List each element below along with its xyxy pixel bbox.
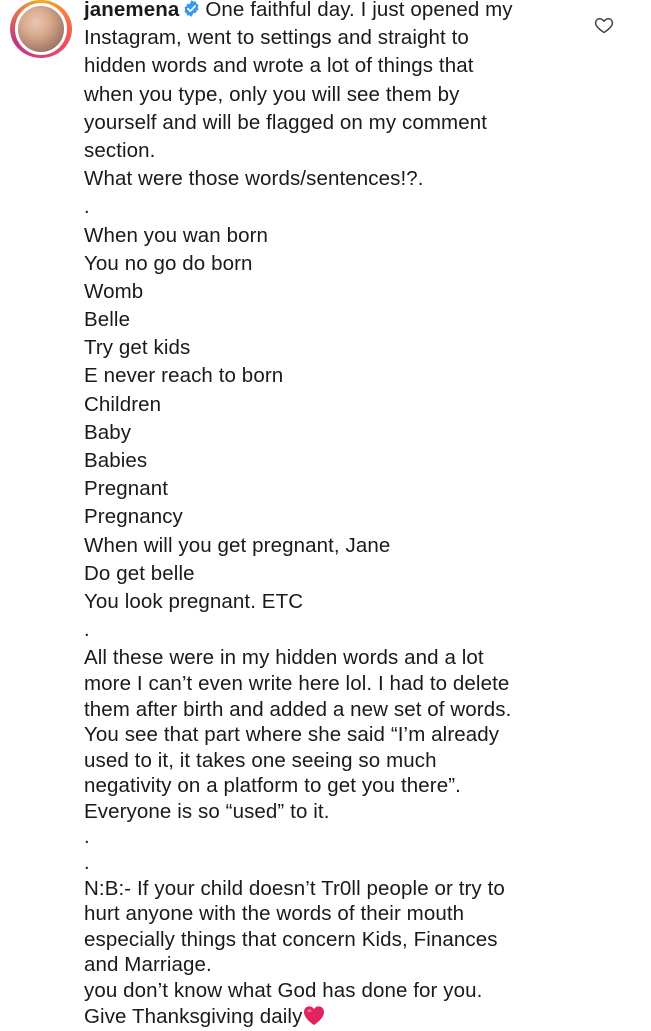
comment-line: . [84, 826, 90, 849]
comment-line [84, 0, 564, 24]
username[interactable]: janemena [84, 0, 180, 21]
comment-line: You see that part where she said “I’m already [84, 723, 500, 747]
comment-line: You look pregnant. ETC [84, 589, 304, 613]
like-heart-icon[interactable] [594, 15, 614, 35]
comment-line: yourself and will be flagged on my comment [84, 110, 488, 134]
comment-line: and Marriage. [84, 953, 212, 977]
comment-line: Pregnancy [84, 505, 183, 529]
comment-line: especially things that concern Kids, Finances [84, 927, 498, 951]
comment-line: Do get belle [84, 561, 195, 585]
comment-line: Try get kids [84, 336, 191, 360]
comment-line: Everyone is so “used” to it. [84, 799, 330, 823]
comment-line: when you type, only you will see them by [84, 82, 460, 106]
red-heart-emoji-icon [302, 1005, 326, 1026]
comment-line: Babies [84, 449, 148, 472]
comment-line: . [84, 852, 90, 875]
comment-line: All these were in my hidden words and a lot [84, 646, 484, 670]
story-ring[interactable] [10, 0, 72, 58]
comment-body [84, 0, 564, 1028]
comment-line: Pregnant [84, 477, 169, 501]
comment-line: them after birth and added a new set of words. [84, 697, 512, 721]
comment-line: . [84, 619, 90, 642]
comment-line: Womb [84, 279, 144, 303]
comment-line: you don’t know what God has done for you. [84, 979, 483, 1003]
comment-line: You no go do born [84, 251, 253, 275]
comment-line: hurt anyone with the words of their mouth [84, 902, 465, 926]
comment-line: . [84, 196, 90, 219]
comment-line: Instagram, went to settings and straight to [84, 26, 469, 50]
comment-line: Children [84, 392, 162, 416]
comment-line: hidden words and wrote a lot of things that [84, 54, 474, 78]
comment-line: Belle [84, 308, 131, 332]
comment-line: Baby [84, 420, 132, 444]
comment-line: E never reach to born [84, 364, 284, 388]
comment-line: more I can’t even write here lol. I had to delete [84, 671, 510, 695]
comment-line [84, 1003, 564, 1029]
comment-line: N:B:- If your child doesn’t Tr0ll people or try to [84, 876, 505, 900]
comment-line: When you wan born [84, 223, 269, 247]
comment-line: When will you get pregnant, Jane [84, 533, 391, 557]
comment-text: One faithful day. I just opened my [205, 0, 513, 21]
avatar[interactable] [15, 3, 67, 55]
comment-line: section. [84, 138, 156, 162]
comment-line: used to it, it takes one seeing so much [84, 748, 437, 772]
verified-badge-icon [182, 0, 201, 18]
comment-text: Give Thanksgiving daily [84, 1004, 303, 1028]
comment-line: negativity on a platform to get you there”. [84, 774, 461, 798]
comment-line: What were those words/sentences!?. [84, 167, 424, 191]
